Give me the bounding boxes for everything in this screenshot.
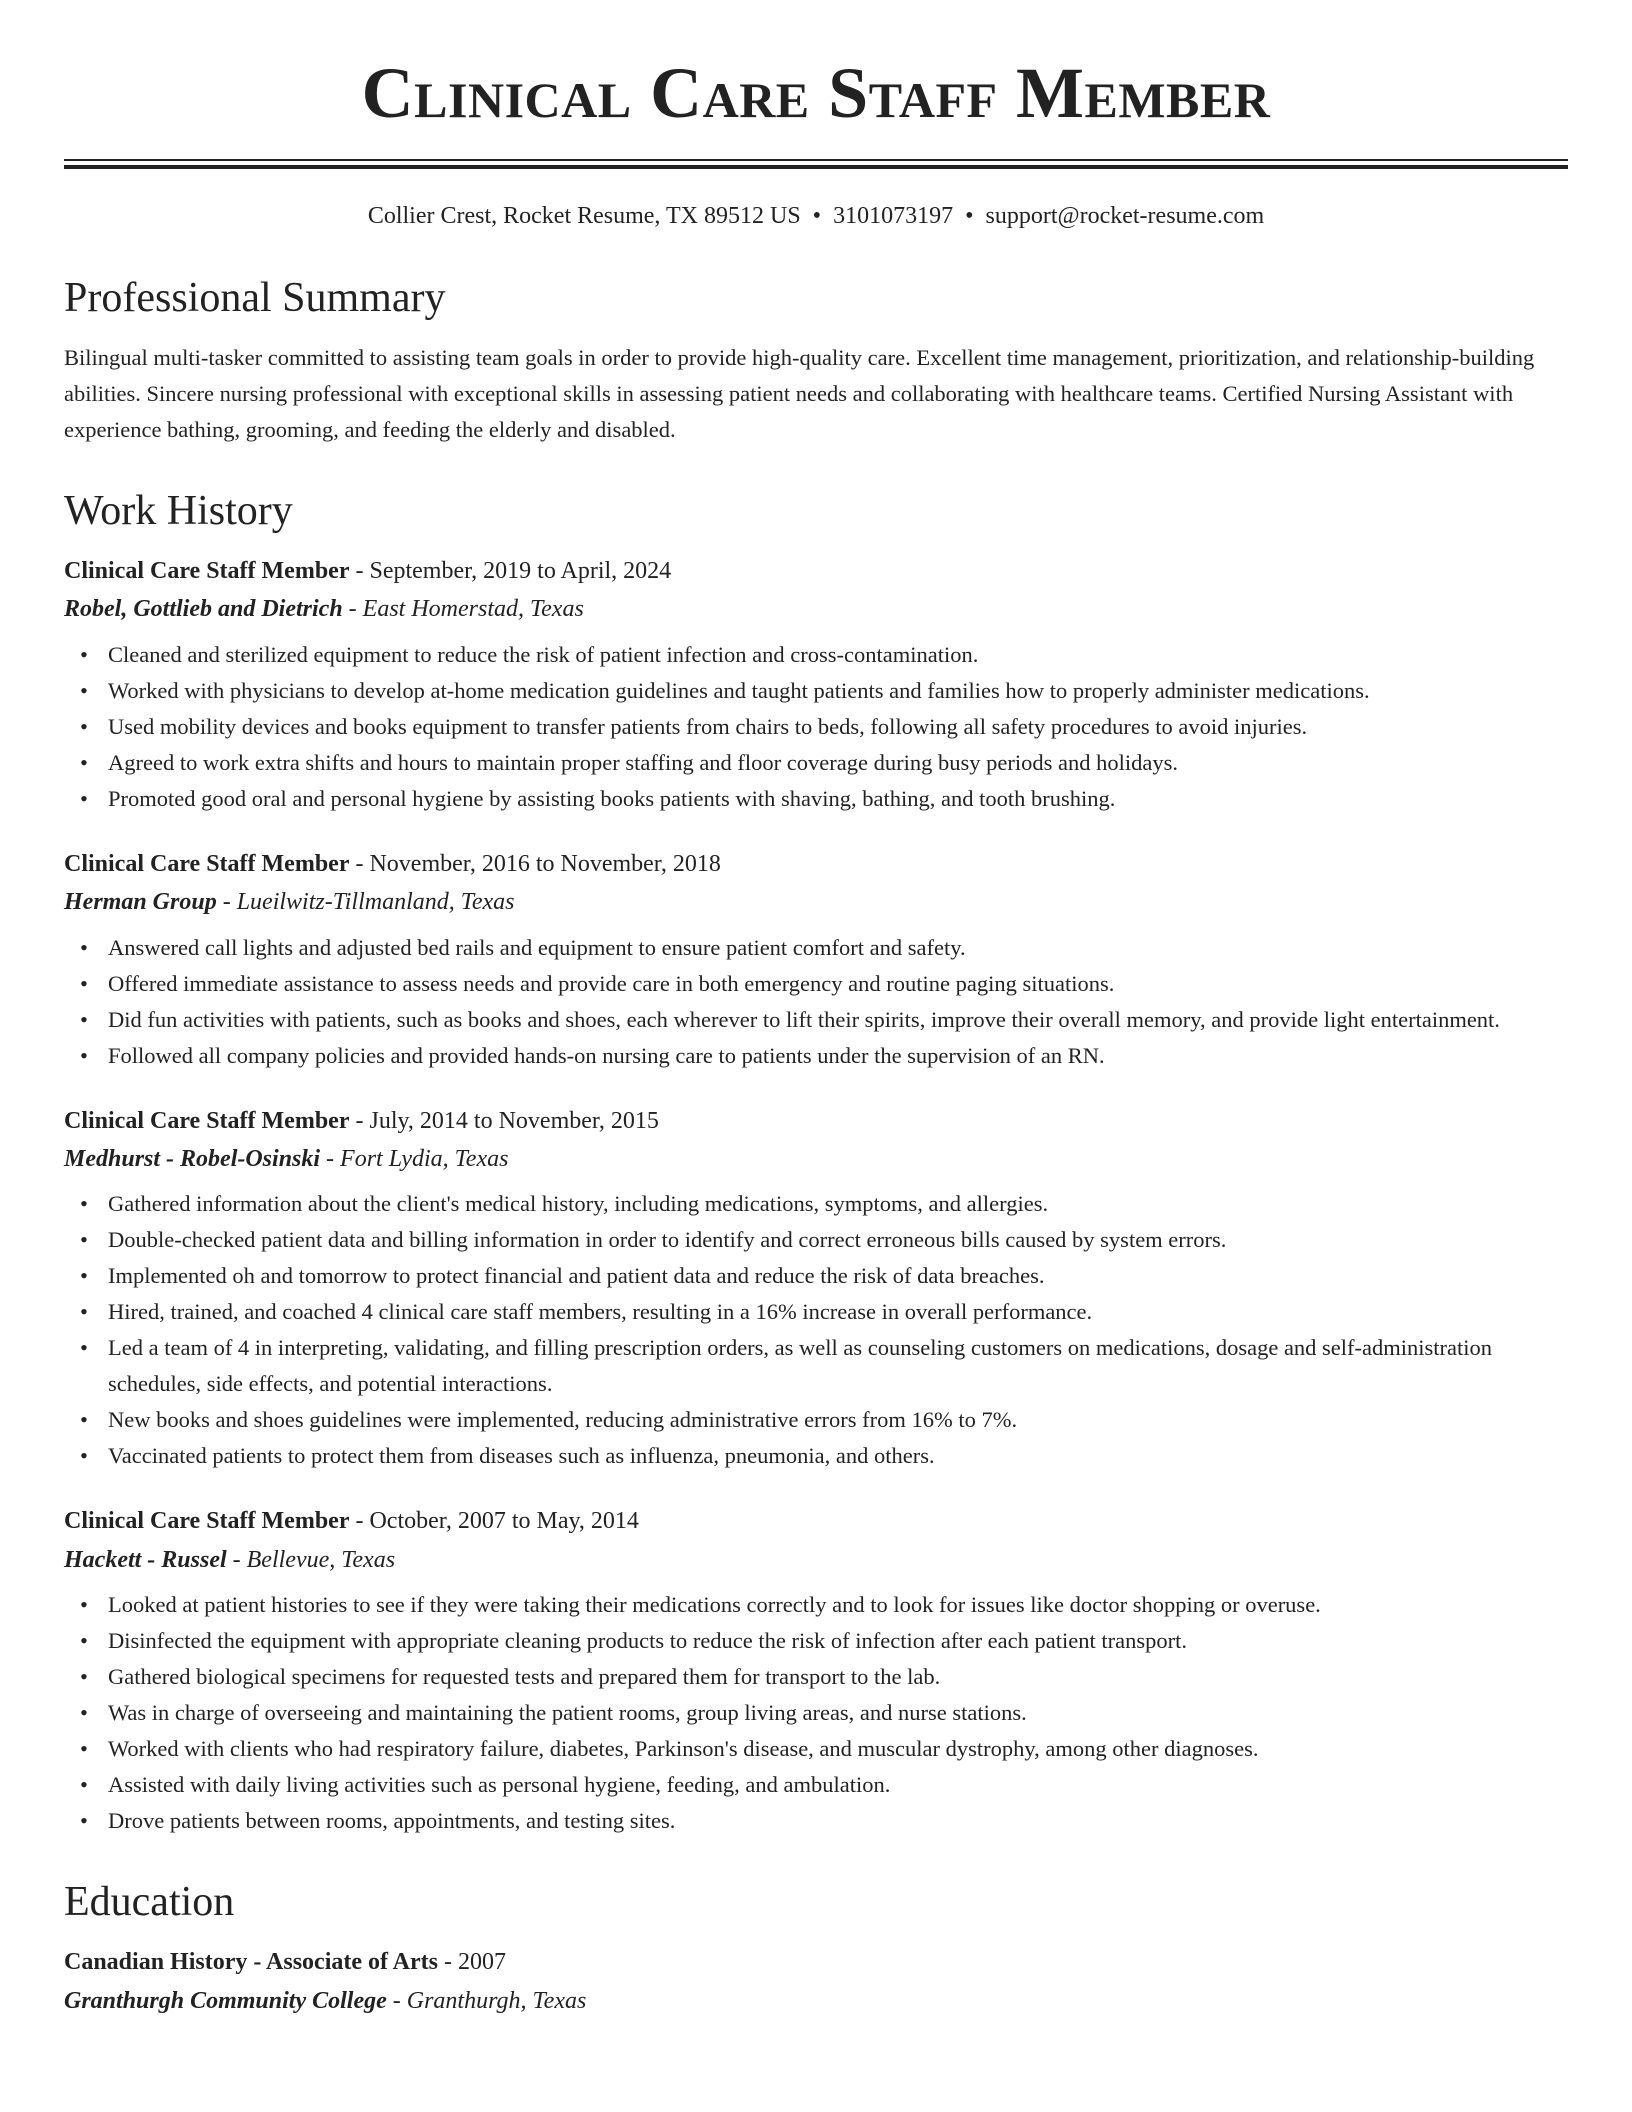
job-bullet: • Disinfected the equipment with appropriate cleaning products to reduce the risk of infection after each patient transport.	[108, 1623, 1568, 1659]
education-year: - 2007	[438, 1949, 506, 1976]
job-bullet: • Hired, trained, and coached 4 clinical care staff members, resulting in a 16% increase in overall performance.	[108, 1294, 1568, 1330]
contact-line	[64, 197, 1568, 235]
work-history-heading: Work History	[64, 487, 293, 534]
education-school: Granthurgh Community College	[64, 1987, 387, 2014]
education-school-line	[64, 1982, 1568, 2020]
job-bullet: • Gathered information about the client's medical history, including medications, symptoms, and allergies.	[108, 1186, 1568, 1222]
job-bullet: • Drove patients between rooms, appointments, and testing sites.	[108, 1803, 1568, 1839]
job-employer: Hackett - Russel	[64, 1546, 227, 1573]
job-bullet: • Used mobility devices and books equipment to transfer patients from chairs to beds, following all safety procedures to avoid injuries.	[108, 709, 1568, 745]
job-entry	[64, 845, 1568, 1074]
job-org-line	[64, 1541, 1568, 1579]
job-title-line	[64, 1102, 1568, 1140]
job-entry	[64, 1502, 1568, 1839]
contact-address: Collier Crest, Rocket Resume, TX 89512 US	[367, 202, 801, 229]
job-dates: - September, 2019 to April, 2024	[349, 557, 672, 584]
summary-section	[64, 273, 1568, 447]
education-heading: Education	[64, 1879, 235, 1926]
job-bullet: • Answered call lights and adjusted bed rails and equipment to ensure patient comfort and safety.	[108, 930, 1568, 966]
education-location: - Granthurgh, Texas	[386, 1987, 587, 2014]
job-bullet: • Agreed to work extra shifts and hours to maintain proper staffing and floor coverage during busy periods and holidays.	[108, 745, 1568, 781]
job-bullet: • Followed all company policies and provided hands-on nursing care to patients under the supervision of an RN.	[108, 1038, 1568, 1074]
job-bullet: • Offered immediate assistance to assess needs and provide care in both emergency and routine paging situations.	[108, 966, 1568, 1002]
job-title-line	[64, 1502, 1568, 1540]
job-employer: Robel, Gottlieb and Dietrich	[64, 596, 343, 623]
job-bullet: • Double-checked patient data and billing information in order to identify and correct erroneous bills caused by system errors.	[108, 1222, 1568, 1258]
summary-text: Bilingual multi-tasker committed to assisting team goals in order to provide high-quality care. Excellent time management, prioritization, and relationship-building abilities. Sincere nursing professional with exceptional skills in assessing patient needs and collaborating with healthcare teams. Certified Nursing Assistant with experience bathing, grooming, and feeding the elderly and disabled.	[64, 344, 1535, 442]
education-degree: Canadian History - Associate of Arts	[64, 1949, 438, 1976]
job-location: - East Homerstad, Texas	[342, 596, 584, 623]
work-history-section	[64, 486, 1568, 1840]
job-bullet: • Cleaned and sterilized equipment to reduce the risk of patient infection and cross-contamination.	[108, 637, 1568, 673]
education-degree-line	[64, 1943, 1568, 1981]
job-dates: - November, 2016 to November, 2018	[349, 850, 721, 877]
job-title-line	[64, 552, 1568, 590]
job-bullet: • Did fun activities with patients, such as books and shoes, each wherever to lift their spirits, improve their overall memory, and provide light entertainment.	[108, 1002, 1568, 1038]
job-bullet: • Implemented oh and tomorrow to protect financial and patient data and reduce the risk of data breaches.	[108, 1258, 1568, 1294]
contact-separator: •	[812, 202, 822, 229]
title-divider	[64, 159, 1568, 169]
job-role: Clinical Care Staff Member	[64, 850, 350, 877]
job-dates: - July, 2014 to November, 2015	[349, 1107, 659, 1134]
job-bullet: • Worked with clients who had respiratory failure, diabetes, Parkinson's disease, and muscular dystrophy, among other diagnoses.	[108, 1731, 1568, 1767]
contact-phone: 3101073197	[833, 202, 954, 229]
job-bullet: • Led a team of 4 in interpreting, validating, and filling prescription orders, as well as counseling customers on medications, dosage and self-administration schedules, side effects, and potential interactions.	[108, 1330, 1568, 1402]
job-org-line	[64, 883, 1568, 921]
job-role: Clinical Care Staff Member	[64, 557, 350, 584]
education-entry	[64, 1943, 1568, 2020]
job-title-line	[64, 845, 1568, 883]
job-bullets	[64, 930, 1568, 1074]
contact-separator: •	[965, 202, 974, 229]
job-dates: - October, 2007 to May, 2014	[349, 1508, 639, 1535]
job-employer: Herman Group	[64, 889, 217, 916]
job-employer: Medhurst - Robel-Osinski	[64, 1145, 321, 1172]
job-bullet: • Assisted with daily living activities such as personal hygiene, feeding, and ambulation.	[108, 1767, 1568, 1803]
job-bullets	[64, 1186, 1568, 1474]
job-bullet: • Gathered biological specimens for requested tests and prepared them for transport to the lab.	[108, 1659, 1568, 1695]
job-bullet: • New books and shoes guidelines were implemented, reducing administrative errors from 16% to 7%.	[108, 1402, 1568, 1438]
job-org-line	[64, 1140, 1568, 1178]
job-bullet: • Worked with physicians to develop at-home medication guidelines and taught patients and families how to properly administer medications.	[108, 673, 1568, 709]
education-section	[64, 1877, 1568, 2020]
contact-email: support@rocket-resume.com	[985, 202, 1265, 229]
job-location: - Bellevue, Texas	[226, 1546, 396, 1573]
job-entry	[64, 1102, 1568, 1475]
job-bullet: • Was in charge of overseeing and maintaining the patient rooms, group living areas, and nurse stations.	[108, 1695, 1568, 1731]
job-location: - Fort Lydia, Texas	[320, 1145, 509, 1172]
job-entry	[64, 552, 1568, 817]
job-bullets	[64, 1587, 1568, 1839]
job-bullet: • Vaccinated patients to protect them from diseases such as influenza, pneumonia, and others.	[108, 1438, 1568, 1474]
summary-heading: Professional Summary	[64, 275, 446, 322]
job-bullet: • Looked at patient histories to see if they were taking their medications correctly and to look for issues like doctor shopping or overuse.	[108, 1587, 1568, 1623]
job-bullet: • Promoted good oral and personal hygiene by assisting books patients with shaving, bathing, and tooth brushing.	[108, 781, 1568, 817]
job-bullets	[64, 637, 1568, 817]
job-org-line	[64, 590, 1568, 628]
resume-title: Clinical Care Staff Member	[361, 53, 1271, 133]
job-role: Clinical Care Staff Member	[64, 1508, 350, 1535]
job-location: - Lueilwitz-Tillmanland, Texas	[216, 889, 515, 916]
job-role: Clinical Care Staff Member	[64, 1107, 350, 1134]
